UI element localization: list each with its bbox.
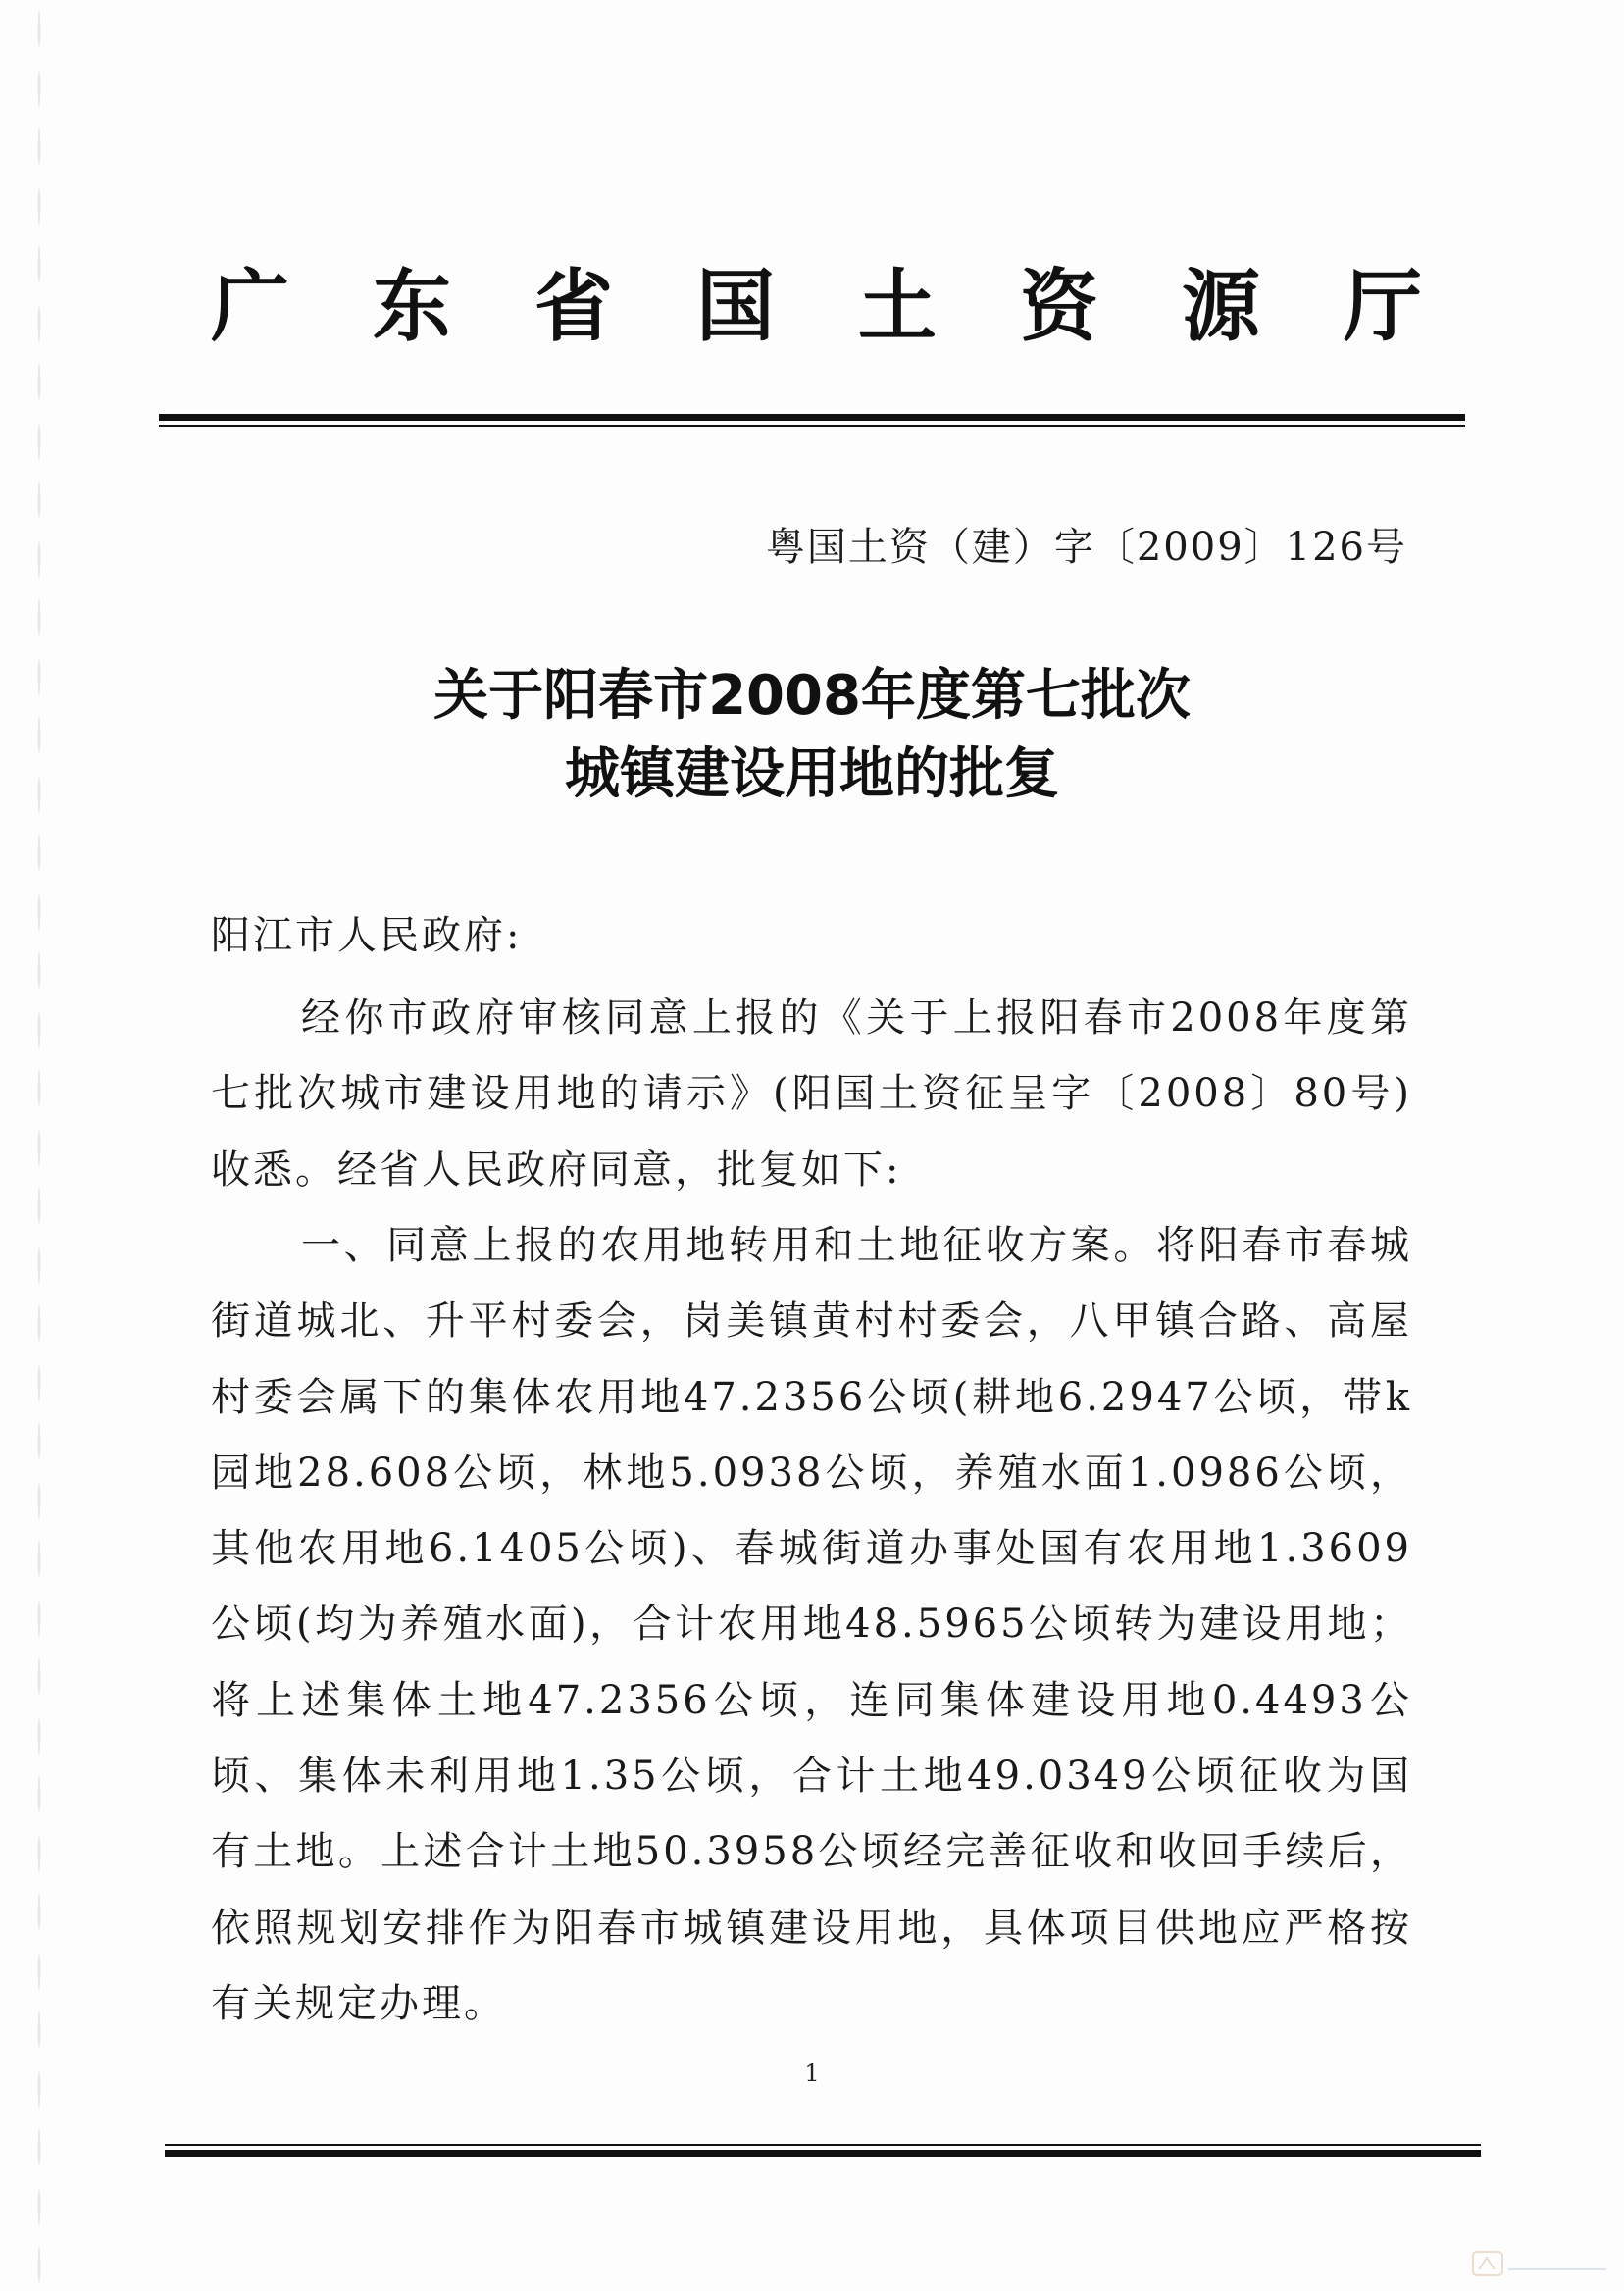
salutation: 阳江市人民政府: — [211, 913, 523, 958]
scan-binding-marks — [37, 0, 41, 2291]
issuing-agency-header — [211, 257, 1422, 355]
footer-divider-thin-line — [165, 2144, 1481, 2146]
footer-divider-thick-line — [165, 2150, 1481, 2157]
agency-char: 土 — [858, 260, 937, 352]
agency-char: 资 — [1020, 260, 1098, 352]
agency-char: 国 — [696, 260, 775, 352]
header-divider-thin-line — [159, 425, 1465, 427]
body-paragraph: 经你市政府审核同意上报的《关于上报阳春市2008年度第七批次城市建设用地的请示》(阳国土资征呈字〔2008〕80号)收悉。经省人民政府同意，批复如下: — [211, 995, 1412, 1193]
document-title-line-1: 关于阳春市2008年度第七批次 — [433, 664, 1191, 728]
site-watermark-logo — [1471, 2246, 1608, 2281]
agency-char: 东 — [373, 260, 451, 352]
footer-divider — [165, 2144, 1481, 2157]
agency-char: 厅 — [1344, 260, 1422, 352]
agency-char: 省 — [534, 260, 613, 352]
header-divider — [159, 414, 1465, 427]
document-number: 粤国土资（建）字〔2009〕126号 — [765, 525, 1407, 570]
body-paragraph: 一、同意上报的农用地转用和土地征收方案。将阳春市春城街道城北、升平村委会，岗美镇黄村村委会，八甲镇合路、高屋村委会属下的集体农用地47.2356公顷(耕地6.2947公顷，带k园地28.608公顷，林地5.0938公顷，养殖水面1.0986公顷，其他农用地6.1405公顷)、春城街道办事处国有农用地1.3609公顷(均为养殖水面)，合计农用地48.5965公顷转为建设用地；将上述集体土地47.2356公顷，连同集体建设用地0.4493公顷、集体未利用地1.35公顷，合计土地49.0349公顷征收为国有土地。上述合计土地50.3958公顷经完善征收和收回手续后，依照规划安排作为阳春市城镇建设用地，具体项目供地应严格按有关规定办理。 — [211, 1223, 1412, 2026]
agency-char: 源 — [1182, 260, 1260, 352]
document-title-line-2: 城镇建设用地的批复 — [565, 742, 1059, 806]
agency-char: 广 — [211, 260, 289, 352]
page-number: 1 — [804, 2060, 820, 2087]
header-divider-thick-line — [159, 414, 1465, 421]
